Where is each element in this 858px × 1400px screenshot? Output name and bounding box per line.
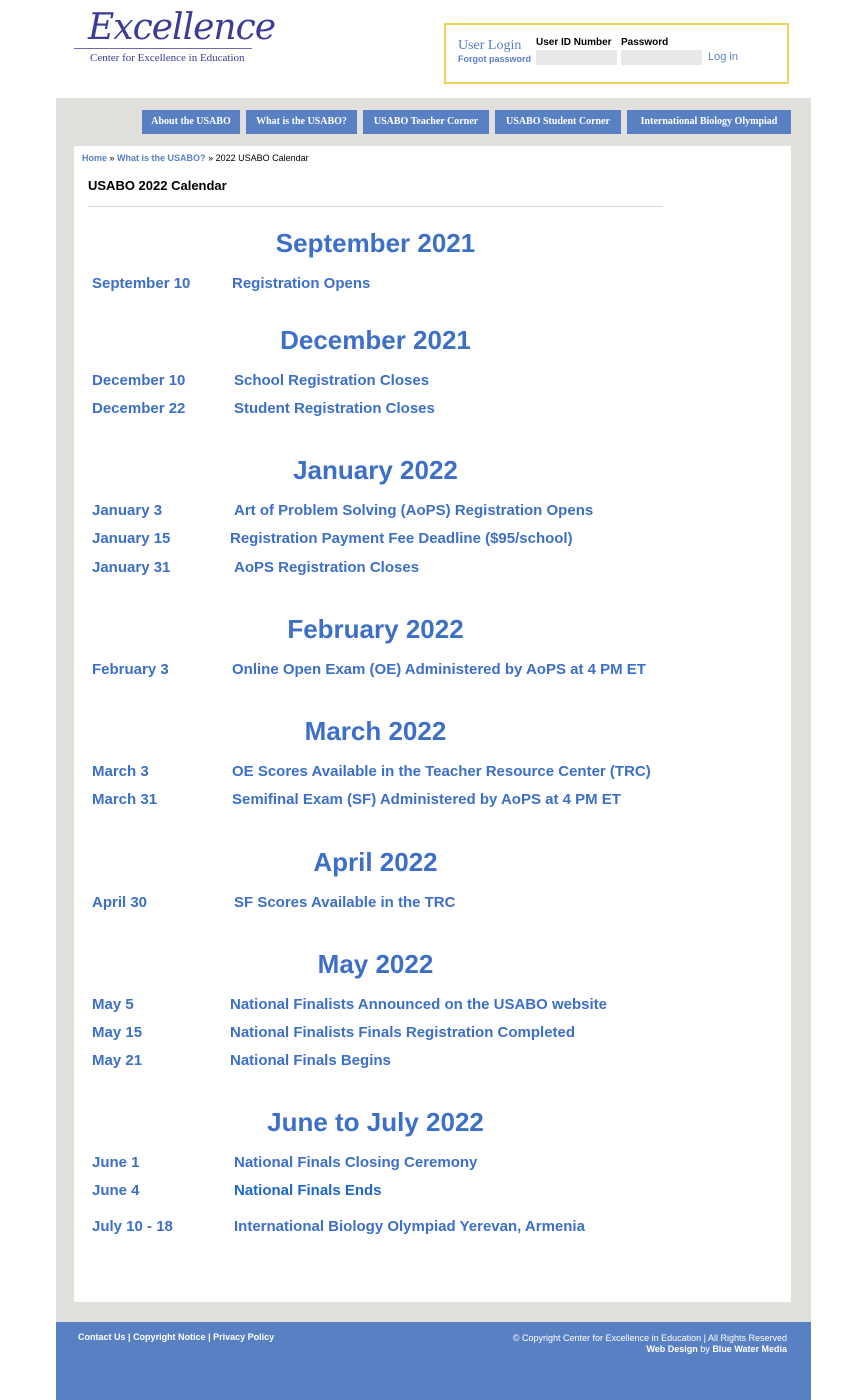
breadcrumb-separator: » — [208, 153, 216, 163]
month-heading: April 2022 — [313, 847, 438, 877]
site-logo[interactable] — [74, 7, 276, 68]
password-label: Password — [621, 37, 669, 48]
month-heading: January 2022 — [293, 455, 458, 485]
event-description: National Finalists Finals Registration Completed — [230, 1024, 576, 1041]
login-button[interactable]: Log in — [708, 51, 738, 63]
event-description: Registration Payment Fee Deadline ($95/school) — [230, 530, 573, 547]
event-description: OE Scores Available in the Teacher Resource Center (TRC) — [232, 763, 651, 780]
month-heading: September 2021 — [275, 228, 476, 258]
event-description: National Finals Begins — [230, 1052, 391, 1069]
page-title: USABO 2022 Calendar — [88, 178, 227, 193]
event-date: May 15 — [92, 1024, 143, 1041]
web-design-credit — [513, 1344, 787, 1355]
title-divider — [88, 206, 663, 207]
copyright-text: © Copyright Center for Excellence in Education | All Rights Reserved — [512, 1333, 787, 1343]
breadcrumb — [82, 153, 309, 163]
event-description: School Registration Closes — [234, 372, 430, 389]
event-description: Student Registration Closes — [234, 400, 435, 417]
event-description: Online Open Exam (OE) Administered by AoPS at 4 PM ET — [232, 661, 646, 678]
footer-separator: | — [128, 1332, 134, 1342]
breadcrumb-home[interactable]: Home — [82, 153, 108, 163]
login-panel — [444, 23, 789, 84]
footer-copyright — [513, 1333, 787, 1355]
footer-privacy-link[interactable]: Privacy Policy — [213, 1332, 275, 1342]
event-description: International Biology Olympiad Yerevan, Armenia — [234, 1218, 585, 1235]
breadcrumb-current: 2022 USABO Calendar — [215, 153, 309, 163]
event-description: Art of Problem Solving (AoPS) Registration Opens — [234, 502, 594, 519]
event-description: Semifinal Exam (SF) Administered by AoPS at 4 PM ET — [232, 791, 621, 808]
login-title: User Login — [458, 38, 522, 53]
event-date: January 3 — [92, 502, 163, 519]
month-heading: February 2022 — [287, 614, 464, 644]
main-content — [74, 146, 791, 1302]
event-description: National Finals Closing Ceremony — [234, 1154, 478, 1171]
nav-about-usabo[interactable]: About the USABO — [142, 110, 240, 134]
event-date: May 5 — [92, 996, 134, 1013]
event-date: March 31 — [92, 791, 158, 808]
event-date: December 22 — [92, 400, 186, 417]
footer-links — [78, 1332, 274, 1342]
event-date: January 31 — [92, 559, 171, 576]
event-date: September 10 — [92, 275, 191, 292]
forgot-password-link[interactable]: Forgot password — [458, 54, 532, 64]
password-input[interactable] — [621, 50, 702, 65]
main-nav — [0, 110, 858, 134]
nav-what-is-usabo[interactable]: What is the USABO? — [246, 110, 357, 134]
breadcrumb-separator: » — [109, 153, 118, 163]
event-date: December 10 — [92, 372, 186, 389]
site-footer — [56, 1322, 811, 1400]
footer-contact-link[interactable]: Contact Us — [78, 1332, 126, 1342]
nav-teacher-corner[interactable]: USABO Teacher Corner — [363, 110, 489, 134]
event-date: June 4 — [92, 1182, 140, 1199]
footer-separator: | — [208, 1332, 214, 1342]
month-heading: June to July 2022 — [267, 1107, 484, 1137]
event-description: National Finals Ends — [234, 1182, 382, 1199]
event-date: July 10 - 18 — [92, 1218, 173, 1235]
user-id-input[interactable] — [536, 50, 617, 65]
event-date: May 21 — [92, 1052, 143, 1069]
credit-by: by — [700, 1344, 713, 1354]
event-description: SF Scores Available in the TRC — [234, 894, 456, 911]
logo-script-text: Excellence — [88, 7, 276, 48]
breadcrumb-what-is-usabo[interactable]: What is the USABO? — [117, 153, 206, 163]
month-heading: December 2021 — [280, 325, 471, 355]
event-date: June 1 — [92, 1154, 140, 1171]
agency-link[interactable]: Blue Water Media — [712, 1344, 787, 1354]
logo-tagline: Center for Excellence in Education — [90, 52, 245, 64]
event-description: AoPS Registration Closes — [234, 559, 420, 576]
event-date: February 3 — [92, 661, 169, 678]
event-date: January 15 — [92, 530, 171, 547]
nav-student-corner[interactable]: USABO Student Corner — [495, 110, 621, 134]
event-date: March 3 — [92, 763, 149, 780]
month-heading: May 2022 — [317, 949, 434, 979]
footer-copyright-notice-link[interactable]: Copyright Notice — [133, 1332, 206, 1342]
web-design-link[interactable]: Web Design — [646, 1344, 698, 1354]
event-description: National Finalists Announced on the USABO website — [230, 996, 607, 1013]
user-id-label: User ID Number — [536, 37, 612, 48]
event-description: Registration Opens — [232, 275, 371, 292]
nav-international-biology-olympiad[interactable]: International Biology Olympiad — [627, 110, 791, 134]
logo-underline — [74, 48, 252, 49]
month-heading: March 2022 — [304, 716, 447, 746]
event-date: April 30 — [92, 894, 148, 911]
